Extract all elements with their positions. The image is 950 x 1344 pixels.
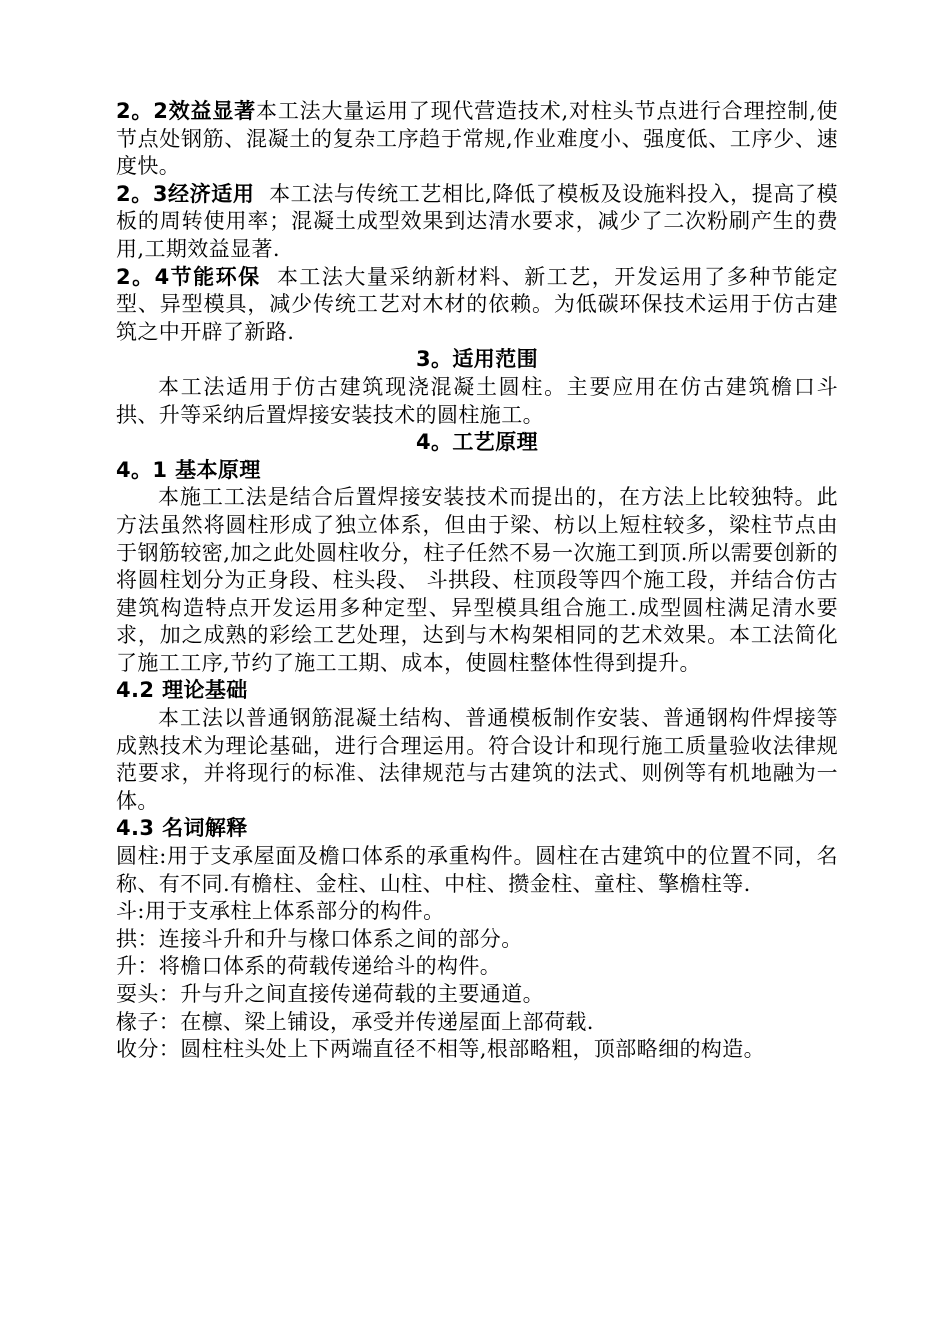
section-2-2-text: 本工法大量运用了现代营造技术,对柱头节点进行合理控制,使节点处钢筋、混凝土的复杂工序趋于常规,作业难度小、强度低、工序少、速度快。 (116, 99, 838, 179)
section-2-4-heading: 2。4节能环保 (116, 264, 261, 289)
section-2-3 (116, 181, 838, 264)
section-2-3-heading: 2。3经济适用 (116, 181, 255, 206)
section-2-2-heading: 2。2效益显著 (116, 99, 256, 123)
term-definition: 收分：圆柱柱头处上下两端直径不相等,根部略粗，顶部略细的构造。 (116, 1037, 766, 1062)
section-2-4-text: 本工法大量采纳新材料、新工艺，开发运用了多种节能定型、异型模具，减少传统工艺对木材的依赖。为低碳环保技术运用于仿古建筑之中开辟了新路. (116, 264, 838, 344)
section-4-2-text: 本工法以普通钢筋混凝土结构、普通模板制作安装、普通钢构件焊接等成熟技术为理论基础，进行合理运用。符合设计和现行施工质量验收法律规范要求，并将现行的标准、法律规范与古建筑的法式、则例等有机地融为一体。 (116, 706, 838, 813)
document-page (116, 98, 838, 1064)
section-4-1-heading: 4。1 基本原理 (116, 457, 261, 482)
section-3-title: 3。适用范围 (415, 347, 538, 372)
section-2-2 (116, 98, 838, 181)
section-2-4 (116, 264, 838, 347)
section-4-2-heading: 4.2 理论基础 (116, 678, 248, 703)
term-definition: 椽子：在檩、梁上铺设，承受并传递屋面上部荷载. (116, 1009, 594, 1034)
section-2-3-text: 本工法与传统工艺相比,降低了模板及设施料投入，提高了模板的周转使用率；混凝土成型效果到达清水要求，减少了二次粉刷产生的费用,工期效益显著. (116, 181, 838, 261)
term-definition: 斗:用于支承柱上体系部分的构件。 (116, 899, 445, 924)
section-4-3-heading: 4.3 名词解释 (116, 816, 248, 841)
term-definition: 拱：连接斗升和升与椽口体系之间的部分。 (116, 926, 523, 951)
section-4-title: 4。工艺原理 (415, 430, 538, 455)
term-definition: 升：将檐口体系的荷载传递给斗的构件。 (116, 954, 502, 979)
section-3-text: 本工法适用于仿古建筑现浇混凝土圆柱。主要应用在仿古建筑檐口斗拱、升等采纳后置焊接安装技术的圆柱施工。 (116, 374, 838, 427)
section-4-1-text: 本施工工法是结合后置焊接安装技术而提出的，在方法上比较独特。此方法虽然将圆柱形成了独立体系，但由于梁、枋以上短柱较多，梁柱节点由于钢筋较密,加之此处圆柱收分，柱子任然不易一次施工到顶.所以需要创新的将圆柱划分为正身段、柱头段、 斗拱段、柱顶段等四个施工段，并结合仿古建筑构造特点开发运用多种定型、异型模具组合施工.成型圆柱满足清水要求，加之成熟的彩绘工艺处理，达到与木构架相同的艺术效果。本工法简化了施工工序,节约了施工工期、成本，使圆柱整体性得到提升。 (116, 485, 838, 675)
term-definition: 耍头：升与升之间直接传递荷载的主要通道。 (116, 982, 544, 1006)
term-definition: 圆柱:用于支承屋面及檐口体系的承重构件。圆柱在古建筑中的位置不同，名称、有不同.有檐柱、金柱、山柱、中柱、攒金柱、童柱、擎檐柱等. (116, 844, 838, 896)
